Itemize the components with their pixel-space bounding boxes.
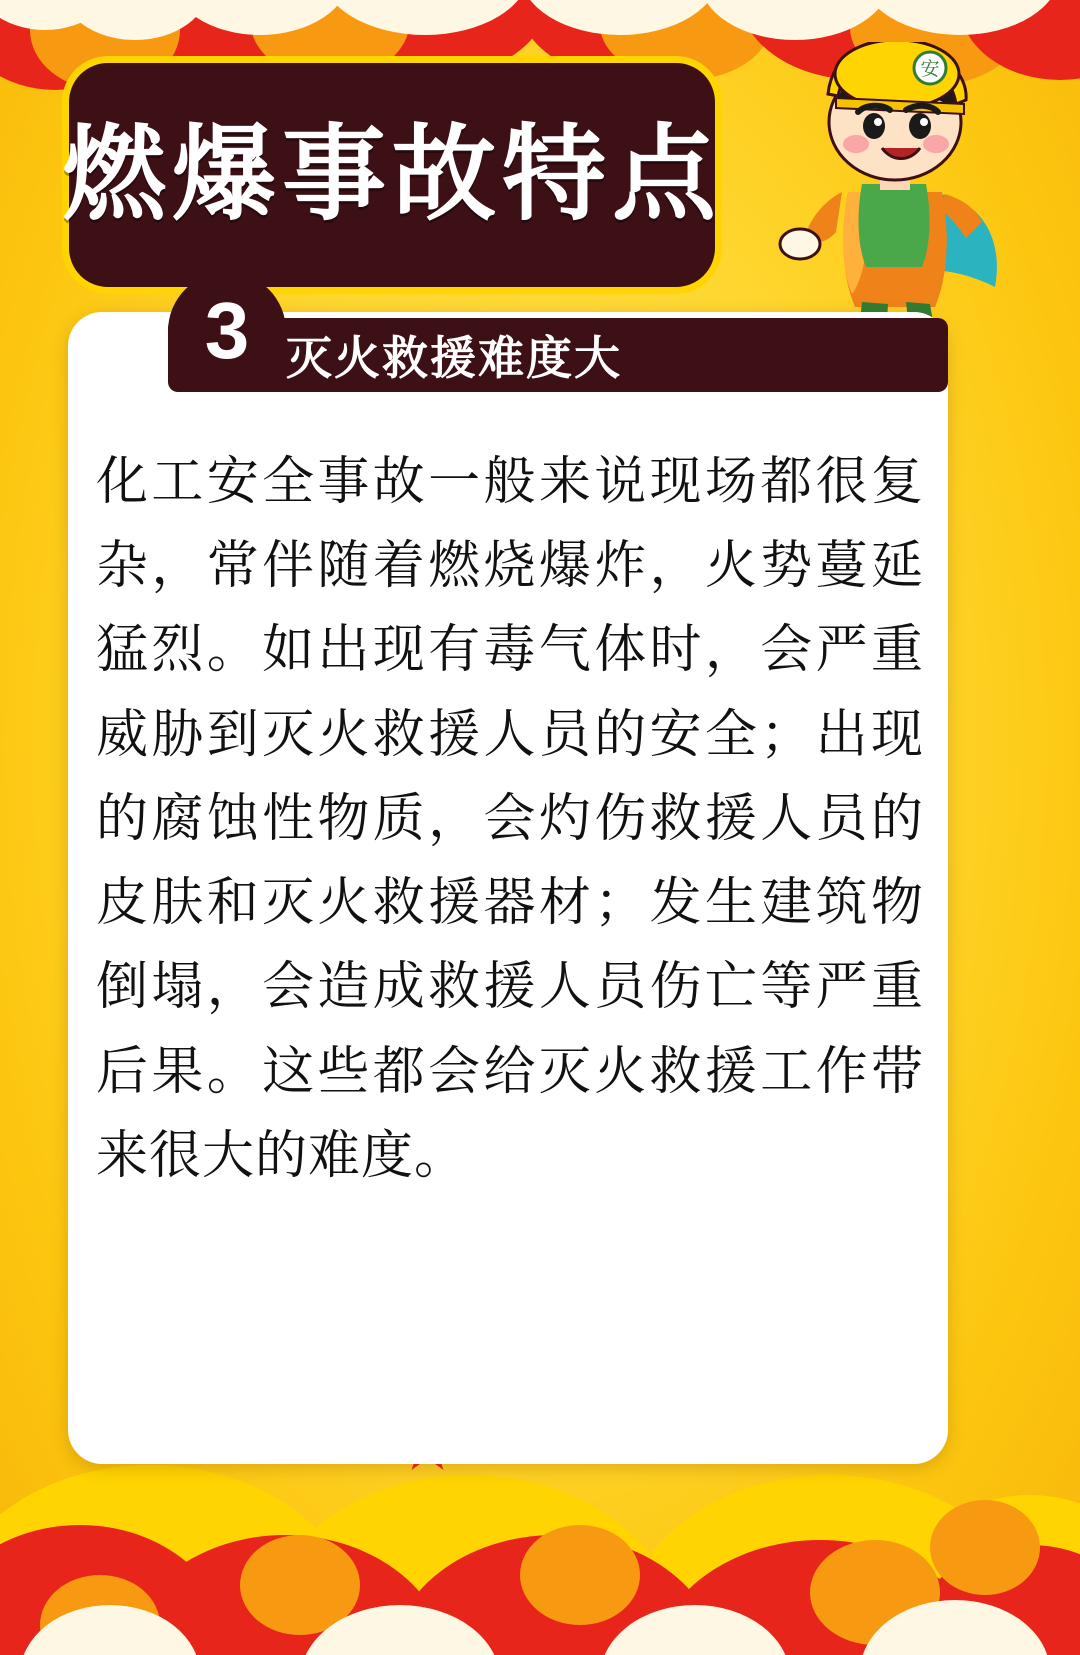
svg-text:安: 安 [920,59,940,80]
section-body-text: 化工安全事故一般来说现场都很复杂，常伴随着燃烧爆炸，火势蔓延猛烈。如出现有毒气体时，会严重威胁到灭火救援人员的安全；出现的腐蚀性物质，会灼伤救援人员的皮肤和灭火救援器材；发生建筑物倒塌，会造成救援人员伤亡等严重后果。这些都会给灭火救援工作带来很大的难度。 [96,453,924,1185]
poster-title-plaque [62,56,722,294]
section-number-badge: 3 [168,272,286,390]
page-title: 燃爆事故特点 [62,117,723,233]
safety-mascot-illustration [770,42,1020,352]
section-heading-label: 灭火救援难度大 [286,332,622,384]
